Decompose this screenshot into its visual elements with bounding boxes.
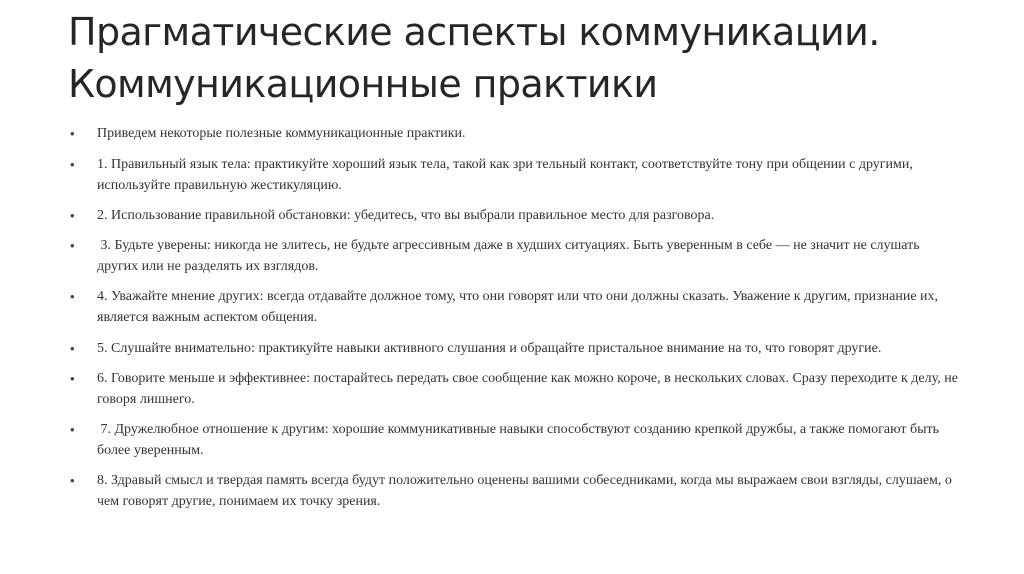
bullet-text: 7. Дружелюбное отношение к другим: хорошие коммуникативные навыки способствуют созданию крепкой дружбы, а также помогают быть более уверенным. xyxy=(97,422,943,458)
bullet-text: 2. Использование правильной обстановки: убедитесь, что вы выбрали правильное место для разговора. xyxy=(97,208,715,223)
bullet-item xyxy=(70,470,960,512)
bullet-text: Приведем некоторые полезные коммуникационные практики. xyxy=(97,126,466,141)
bullet-icon: • xyxy=(70,371,75,386)
bullet-item xyxy=(70,286,960,328)
bullet-icon: • xyxy=(70,157,75,172)
bullet-item xyxy=(70,205,960,226)
bullet-icon: • xyxy=(70,238,75,253)
title-line-1: Прагматические аспекты коммуникации. xyxy=(68,10,880,54)
bullet-item xyxy=(70,368,960,410)
bullet-text: 3. Будьте уверены: никогда не злитесь, не будьте агрессивным даже в худших ситуациях. Быть уверенным в себе — не значит не слушать других или не разделять их взглядов. xyxy=(97,238,924,274)
bullet-icon: • xyxy=(70,341,75,356)
bullet-item xyxy=(70,154,960,196)
bullet-icon: • xyxy=(70,289,75,304)
bullet-icon: • xyxy=(70,208,75,223)
bullet-list xyxy=(70,123,960,512)
bullet-item xyxy=(70,235,960,277)
bullet-text: 5. Слушайте внимательно: практикуйте навыки активного слушания и обращайте пристальное внимание на то, что говорят другие. xyxy=(97,341,882,356)
bullet-item xyxy=(70,123,960,144)
bullet-item xyxy=(70,419,960,461)
bullet-icon: • xyxy=(70,422,75,437)
slide-title xyxy=(68,6,968,110)
bullet-icon: • xyxy=(70,473,75,488)
bullet-text: 6. Говорите меньше и эффективнее: постарайтесь передать свое сообщение как можно короче, в нескольких словах. Сразу переходите к делу, не говоря лишнего. xyxy=(97,371,958,407)
bullet-item xyxy=(70,338,960,359)
bullet-text: 1. Правильный язык тела: практикуйте хороший язык тела, такой как зри тельный контакт, соответствуйте тону при общении с другими, используйте правильную жестикуляцию. xyxy=(97,157,913,193)
title-line-2: Коммуникационные практики xyxy=(68,62,658,106)
bullet-text: 4. Уважайте мнение других: всегда отдавайте должное тому, что они говорят или что они должны сказать. Уважение к другим, признание их, является важным аспектом общения. xyxy=(97,289,939,325)
bullet-text: 8. Здравый смысл и твердая память всегда будут положительно оценены вашими собеседниками, когда мы выражаем свои взгляды, слушаем, о чем говорят другие, понимаем их точку зрения. xyxy=(97,473,952,509)
bullet-icon: • xyxy=(70,126,75,141)
